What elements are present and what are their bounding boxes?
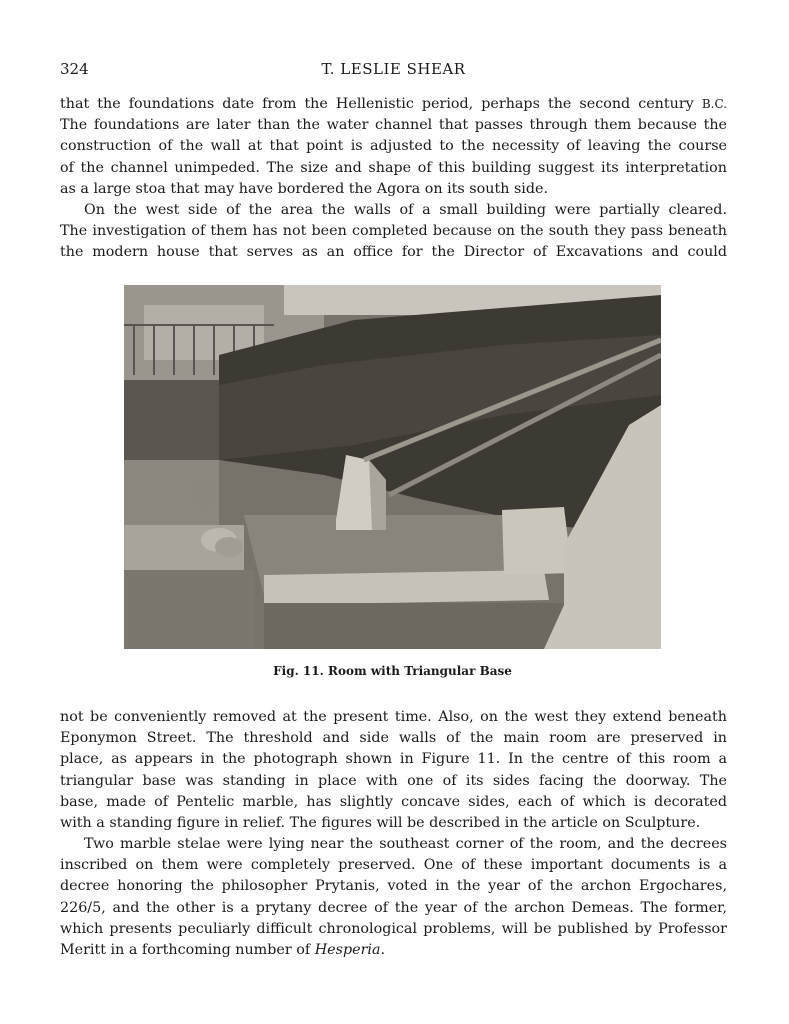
text-line: construction of the wall at that point is adjusted to the necessity of leaving the course: [60, 138, 727, 155]
text-line: On the west side of the area the walls of a small building were partially cleared.: [84, 202, 727, 218]
text-line: The investigation of them has not been completed because on the south they pass beneath: [60, 223, 727, 240]
text-line: base, made of Pentelic marble, has slightly concave sides, each of which is decorated: [60, 793, 727, 810]
running-title: T. LESLIE SHEAR: [321, 60, 466, 78]
text-line: the modern house that serves as an office for the Director of Excavations and could: [60, 244, 727, 261]
excavation-photograph: [124, 285, 661, 649]
page-number: 324: [60, 60, 89, 78]
text-line: Two marble stelae were lying near the southeast corner of the room, and the decrees: [84, 836, 727, 852]
text-line: place, as appears in the photograph shown in Figure 11. In the centre of this room a: [60, 751, 727, 768]
text-line: with a standing figure in relief. The figures will be described in the article on Sculpture.: [60, 815, 701, 832]
text-line: inscribed on them were completely preserved. One of these important documents is a: [60, 857, 727, 874]
figure-title: Room with Triangular Base: [328, 664, 512, 678]
text-line: not be conveniently removed at the present time. Also, on the west they extend beneath: [60, 709, 727, 725]
second-paragraph: [60, 200, 727, 264]
figure-label: Fig. 11.: [273, 664, 324, 678]
final-paragraph: [60, 834, 727, 961]
text-line: 226/5, and the other is a prytany decree of the year of the archon Demeas. The former,: [60, 899, 727, 916]
bc-abbreviation: B.C.: [701, 97, 728, 111]
text-line: Meritt in a forthcoming number of Hesperia.: [60, 942, 386, 959]
text-line: of the channel unimpeded. The size and shape of this building suggest its interpretation: [60, 159, 727, 176]
text-line: that the foundations date from the Hellenistic period, perhaps the second century B.C.: [60, 96, 728, 112]
text-line: The foundations are later than the water channel that passes through them because the: [60, 117, 727, 134]
text-line: which presents peculiarly difficult chronological problems, will be published by Professor: [60, 920, 727, 937]
text-line: triangular base was standing in place with one of its sides facing the doorway. The: [60, 772, 727, 789]
figure-caption: [124, 664, 661, 678]
top-paragraph: [60, 94, 727, 200]
text-line: as a large stoa that may have bordered the Agora on its south side.: [60, 180, 549, 197]
continuation-paragraph: [60, 707, 727, 834]
photograph-drawing: [124, 285, 661, 649]
text-line: decree honoring the philosopher Prytanis, voted in the year of the archon Ergochares,: [60, 878, 727, 895]
journal-title: Hesperia: [314, 942, 381, 959]
text-line: Eponymon Street. The threshold and side walls of the main room are preserved in: [60, 730, 727, 747]
running-header: [60, 60, 727, 80]
